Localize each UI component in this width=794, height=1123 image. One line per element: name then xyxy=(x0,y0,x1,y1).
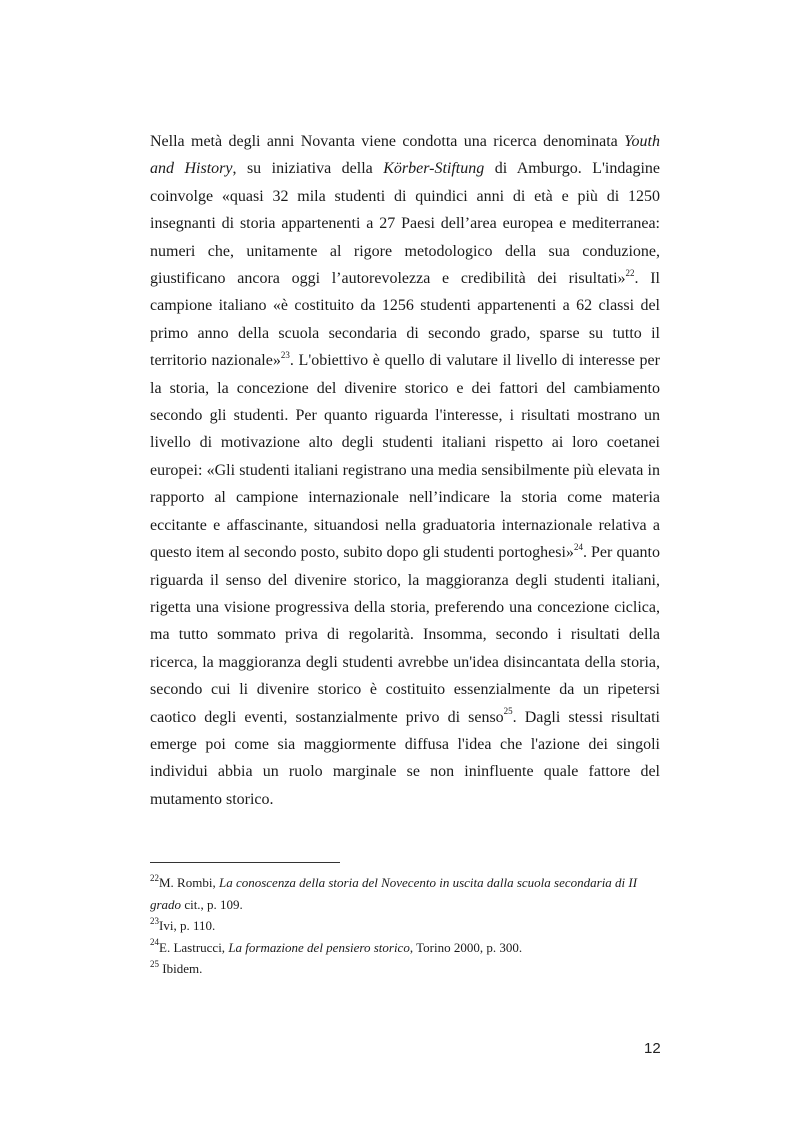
italic-title-youth-and-history: Youth and History xyxy=(150,133,660,178)
text-segment: di Amburgo. L'indagine coinvolge «quasi 32 mila studenti di quindici anni di età e più di 1250 insegnanti di storia appartenenti a 27 Paesi dell’area europea e mediterranea: numeri che, unitamente al rigore metodologico della sua conduzione, giustificano ancora oggi l’autorevolezza e credibilità dei risultati» xyxy=(150,160,660,288)
footnote-author: M. Rombi, xyxy=(159,875,219,890)
text-segment: . Per quanto riguarda il senso del divenire storico, la maggioranza degli studenti italiani, rigetta una visione progressiva della storia, preferendo una concezione ciclica, ma tutto sommato priva di regolarità. Insomma, secondo i risultati della ricerca, la maggioranza degli studenti avrebbe un'idea disincantata della storia, secondo cui li divenire storico è costituito essenzialmente da un ripetersi caotico degli eventi, sostanzialmente privo di senso xyxy=(150,544,661,726)
footnote-ref-24[interactable]: 24 xyxy=(573,541,583,552)
footnote-citation: Ibidem. xyxy=(159,961,203,976)
footnote-23 xyxy=(150,915,660,937)
footnote-22 xyxy=(150,872,660,915)
footnote-author: E. Lastrucci, xyxy=(159,939,229,955)
footnote-separator xyxy=(150,862,340,863)
footnotes xyxy=(150,872,660,980)
text-segment: Nella metà degli anni Novanta viene condotta una ricerca denominata xyxy=(150,133,625,150)
footnote-title: La formazione del pensiero storico xyxy=(228,939,410,955)
body-paragraph xyxy=(150,128,660,813)
italic-name-korber-stiftung: Körber-Stiftung xyxy=(383,160,485,178)
footnote-number: 22 xyxy=(150,872,159,883)
footnote-number: 25 xyxy=(150,958,159,969)
footnote-25 xyxy=(150,958,660,980)
footnote-title: La conoscenza della storia del Novecento in uscita dalla scuola secondaria di II grado xyxy=(150,875,638,912)
footnote-ref-22[interactable]: 22 xyxy=(625,267,635,278)
footnote-citation: Ivi, p. 110. xyxy=(159,918,216,933)
text-segment: . Il campione italiano «è costituito da 1256 studenti appartenenti a 62 classi del primo anno della scuola secondaria di secondo grado, sparse su tutto il territorio nazionale» xyxy=(150,270,661,370)
footnote-number: 23 xyxy=(150,915,159,926)
text-segment: , su iniziativa della xyxy=(232,160,384,178)
footnote-ref-25[interactable]: 25 xyxy=(503,706,513,717)
footnote-citation: , Torino 2000, p. 300. xyxy=(409,939,523,955)
text-segment: . L'obiettivo è quello di valutare il livello di interesse per la storia, la concezione del divenire storico e dei fattori del cambiamento secondo gli studenti. Per quanto riguarda l'interesse, i risultati mostrano un livello di motivazione alto degli studenti italiani rispetto ai loro coetanei europei: «Gli studenti italiani registrano una media sensibilmente più elevata in rapporto al campione internazionale nell’indicare la storia come materia eccitante e affascinante, situandosi nella graduatoria internazionale relativa a questo item al secondo posto, subito dopo gli studenti portoghesi» xyxy=(150,352,660,562)
footnote-number: 24 xyxy=(150,937,159,948)
footnote-citation: cit., p. 109. xyxy=(181,896,243,912)
footnote-ref-23[interactable]: 23 xyxy=(280,349,290,360)
page-number: 12 xyxy=(644,1040,661,1057)
footnote-24 xyxy=(150,937,660,959)
text-segment: . Dagli stessi risultati emerge poi come sia maggiormente diffusa l'idea che l'azione dei singoli individui abbia un ruolo marginale se non ininfluente quale fattore del mutamento storico. xyxy=(150,708,660,808)
